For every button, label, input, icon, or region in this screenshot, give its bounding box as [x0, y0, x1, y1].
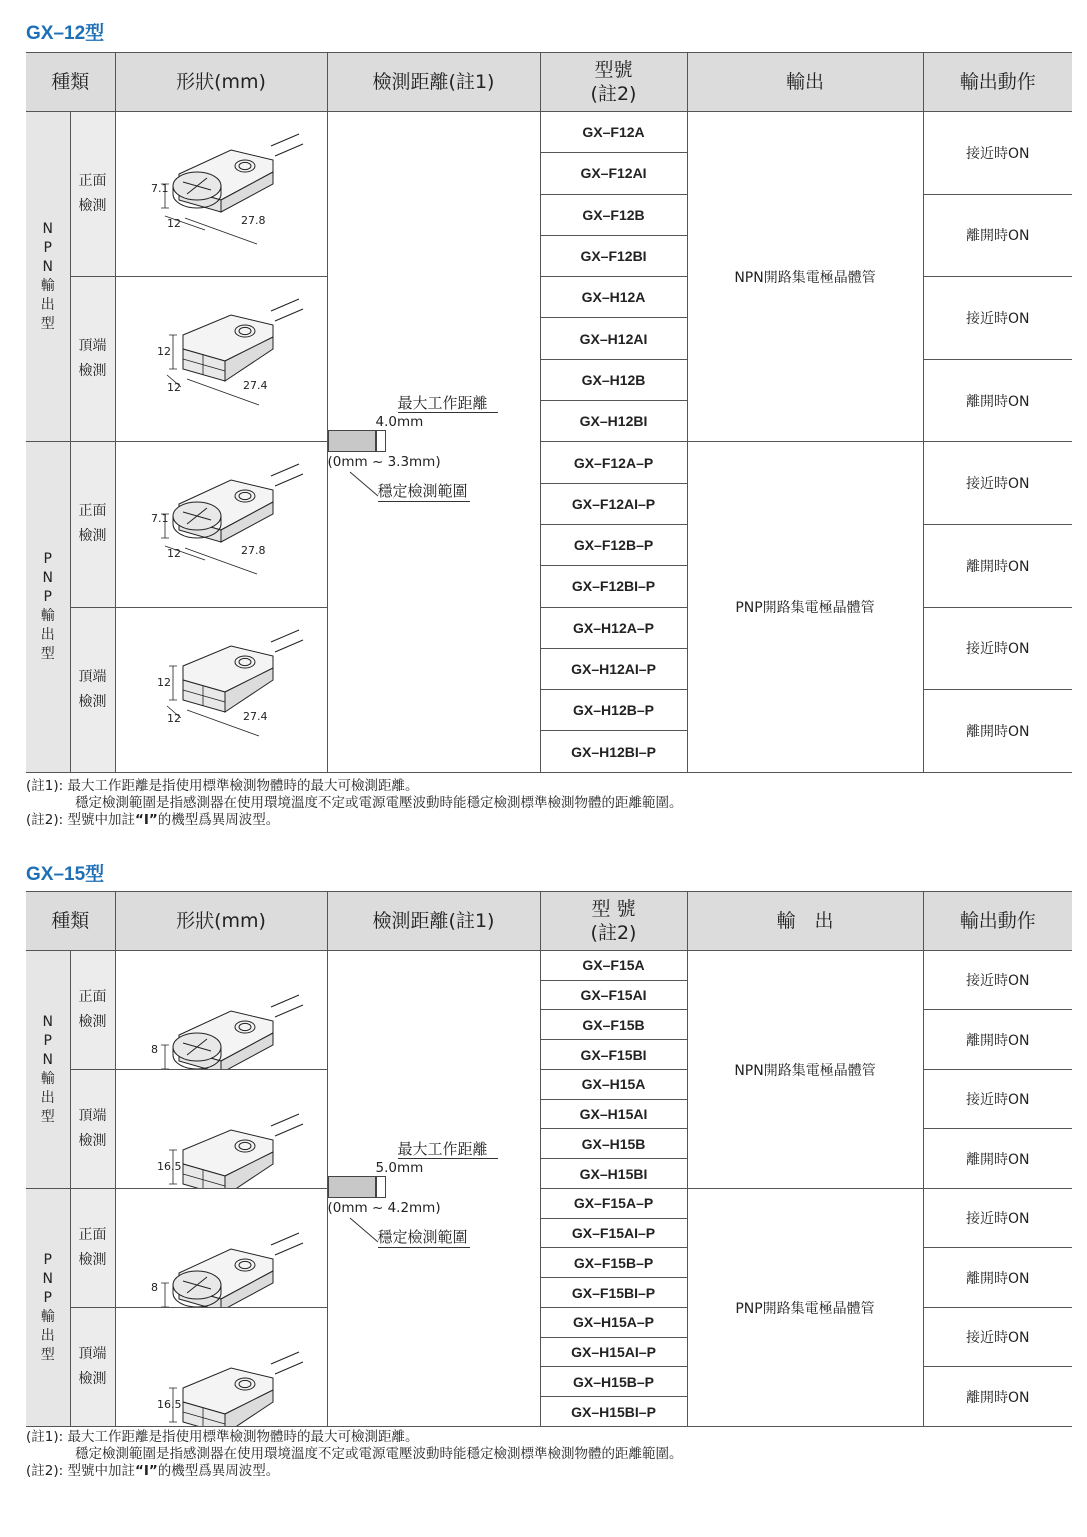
shape-top — [115, 277, 327, 442]
model-cell: GX–F15AI — [540, 980, 687, 1010]
output-pnp: PNP開路集電極晶體管 — [687, 442, 923, 772]
model-cell: GX–H15BI — [540, 1159, 687, 1189]
gx12-notes: (註1): 最大工作距離是指使用標準檢測物體時的最大可檢測距離。 穩定檢測範圍是指感測器在使用環境溫度不定或電源電壓波動時能穩定檢測標準檢測物體的距離範圍。 (註2): 型號中加註“I”的機型爲異周波型。 — [26, 778, 683, 828]
model-cell: GX–F15BI–P — [540, 1278, 687, 1308]
action-away: 離開時ON — [923, 690, 1072, 773]
shape-top — [115, 1308, 327, 1427]
max-distance-value: 4.0mm — [375, 414, 424, 431]
header-model: 型號 (註2) — [540, 53, 687, 112]
action-away: 離開時ON — [923, 1367, 1072, 1427]
gx12-title: GX–12型 — [26, 23, 105, 44]
table-row — [26, 442, 1072, 483]
sensor-top-drawing — [121, 1070, 321, 1188]
stable-range-label: 穩定檢測範圍 — [377, 482, 468, 501]
action-near: 接近時ON — [923, 277, 1072, 360]
action-near: 接近時ON — [923, 112, 1072, 195]
action-away: 離開時ON — [923, 524, 1072, 607]
action-near: 接近時ON — [923, 951, 1072, 1010]
header-distance: 檢測距離(註1) — [327, 53, 540, 112]
header-output: 輸出 — [687, 53, 923, 112]
model-cell: GX–H15A–P — [540, 1308, 687, 1338]
dim-length: 27.8 — [241, 544, 266, 558]
dim-height: 7.1 — [151, 512, 169, 526]
output-npn: NPN開路集電極晶體管 — [687, 112, 923, 442]
output-npn: NPN開路集電極晶體管 — [687, 951, 923, 1189]
model-cell: GX–H15B — [540, 1129, 687, 1159]
max-distance-value: 5.0mm — [375, 1159, 424, 1176]
table-row — [26, 112, 1072, 153]
model-cell: GX–F12A–P — [540, 442, 687, 483]
header-action: 輸出動作 — [923, 53, 1072, 112]
model-cell: GX–F12B–P — [540, 524, 687, 565]
dim-length: 27.8 — [241, 214, 266, 228]
gx15-spec-table — [26, 891, 1072, 1427]
model-cell: GX–H12BI–P — [540, 731, 687, 772]
model-cell: GX–H12B–P — [540, 690, 687, 731]
subtype-top: 頂端 檢測 — [70, 1070, 115, 1189]
model-cell: GX–F12AI–P — [540, 483, 687, 524]
output-pnp: PNP開路集電極晶體管 — [687, 1189, 923, 1427]
model-cell: GX–H12B — [540, 359, 687, 400]
sensor-top-drawing — [121, 277, 321, 441]
distance-diagram — [328, 392, 540, 512]
action-away: 離開時ON — [923, 194, 1072, 277]
max-distance-label: 最大工作距離 — [397, 1139, 488, 1158]
model-cell: GX–H12BI — [540, 401, 687, 442]
model-cell: GX–H12AI–P — [540, 648, 687, 689]
dim-width: 12 — [167, 381, 182, 395]
header-output: 輸 出 — [687, 892, 923, 951]
dim-height: 7.1 — [151, 182, 169, 196]
distance-diagram — [328, 1138, 540, 1258]
action-near: 接近時ON — [923, 442, 1072, 525]
stable-range-label: 穩定檢測範圍 — [377, 1227, 468, 1246]
action-near: 接近時ON — [923, 1189, 1072, 1248]
dim-height: 16.5 — [157, 1160, 182, 1173]
subtype-front: 正面 檢測 — [70, 951, 115, 1070]
model-cell: GX–H15AI — [540, 1099, 687, 1129]
category-npn: N P N 輸 出 型 — [26, 951, 70, 1189]
model-cell: GX–F12B — [540, 194, 687, 235]
action-away: 離開時ON — [923, 1129, 1072, 1189]
dim-height: 8 — [151, 1043, 159, 1056]
dim-width: 12 — [167, 711, 182, 725]
category-pnp: P N P 輸 出 型 — [26, 1189, 70, 1427]
dim-height: 12 — [157, 675, 172, 689]
subtype-front: 正面 檢測 — [70, 442, 115, 607]
model-cell: GX–F15AI–P — [540, 1218, 687, 1248]
dim-length: 27.4 — [243, 379, 268, 393]
header-action: 輸出動作 — [923, 892, 1072, 951]
subtype-front: 正面 檢測 — [70, 1189, 115, 1308]
model-cell: GX–F15B — [540, 1010, 687, 1040]
header-model: 型 號 (註2) — [540, 892, 687, 951]
action-away: 離開時ON — [923, 1248, 1072, 1308]
model-cell: GX–H12A–P — [540, 607, 687, 648]
shape-front — [115, 442, 327, 607]
category-pnp: P N P 輸 出 型 — [26, 442, 70, 772]
dim-length: 27.4 — [243, 709, 268, 723]
dim-height: 16.5 — [157, 1398, 182, 1411]
max-range-bar — [376, 430, 386, 452]
category-npn: N P N 輸 出 型 — [26, 112, 70, 442]
shape-front — [115, 1189, 327, 1308]
table-header-row — [26, 892, 1072, 951]
sensor-front-drawing — [121, 442, 321, 606]
dim-width: 12 — [167, 547, 182, 561]
gx12-spec-table — [26, 52, 1072, 773]
gx15-notes: (註1): 最大工作距離是指使用標準檢測物體時的最大可檢測距離。 穩定檢測範圍是指感測器在使用環境溫度不定或電源電壓波動時能穩定檢測標準檢測物體的距離範圍。 (註2): 型號中加註“I”的機型爲異周波型。 — [26, 1429, 683, 1479]
header-distance: 檢測距離(註1) — [327, 892, 540, 951]
stable-range-bar — [328, 430, 376, 452]
shape-front — [115, 112, 327, 277]
model-cell: GX–F12BI — [540, 235, 687, 276]
stable-range-value: (0mm ~ 3.3mm) — [327, 454, 441, 471]
model-cell: GX–H15B–P — [540, 1367, 687, 1397]
model-cell: GX–F12A — [540, 112, 687, 153]
model-cell: GX–F12AI — [540, 153, 687, 194]
model-cell: GX–H15BI–P — [540, 1397, 687, 1427]
model-cell: GX–F15A — [540, 951, 687, 981]
gx15-title: GX–15型 — [26, 864, 105, 885]
subtype-top: 頂端 檢測 — [70, 607, 115, 772]
distance-cell — [327, 112, 540, 773]
action-near: 接近時ON — [923, 1308, 1072, 1367]
dim-width: 12 — [167, 217, 182, 231]
shape-front — [115, 951, 327, 1070]
header-type: 種類 — [26, 53, 115, 112]
distance-cell — [327, 951, 540, 1427]
model-cell: GX–H12AI — [540, 318, 687, 359]
header-shape: 形狀(mm) — [115, 53, 327, 112]
action-near: 接近時ON — [923, 607, 1072, 690]
stable-range-bar — [328, 1176, 376, 1198]
model-cell: GX–H12A — [540, 277, 687, 318]
stable-range-value: (0mm ~ 4.2mm) — [327, 1199, 441, 1216]
sensor-top-drawing — [121, 608, 321, 772]
subtype-top: 頂端 檢測 — [70, 277, 115, 442]
action-away: 離開時ON — [923, 1010, 1072, 1070]
shape-top — [115, 1070, 327, 1189]
sensor-front-drawing — [121, 951, 321, 1069]
dim-height: 12 — [157, 345, 172, 359]
dim-height: 8 — [151, 1281, 159, 1294]
model-cell: GX–H15A — [540, 1070, 687, 1100]
max-range-bar — [376, 1176, 386, 1198]
sensor-top-drawing — [121, 1308, 321, 1426]
subtype-top: 頂端 檢測 — [70, 1308, 115, 1427]
model-cell: GX–F15BI — [540, 1040, 687, 1070]
action-near: 接近時ON — [923, 1070, 1072, 1129]
subtype-front: 正面 檢測 — [70, 112, 115, 277]
model-cell: GX–H15AI–P — [540, 1337, 687, 1367]
header-shape: 形狀(mm) — [115, 892, 327, 951]
sensor-front-drawing — [121, 1189, 321, 1307]
model-cell: GX–F15B–P — [540, 1248, 687, 1278]
table-row — [26, 1189, 1072, 1219]
action-away: 離開時ON — [923, 359, 1072, 442]
model-cell: GX–F12BI–P — [540, 566, 687, 607]
header-type: 種類 — [26, 892, 115, 951]
model-cell: GX–F15A–P — [540, 1189, 687, 1219]
shape-top — [115, 607, 327, 772]
max-distance-label: 最大工作距離 — [397, 394, 488, 413]
sensor-front-drawing — [121, 112, 321, 276]
table-row — [26, 951, 1072, 981]
table-header-row — [26, 53, 1072, 112]
